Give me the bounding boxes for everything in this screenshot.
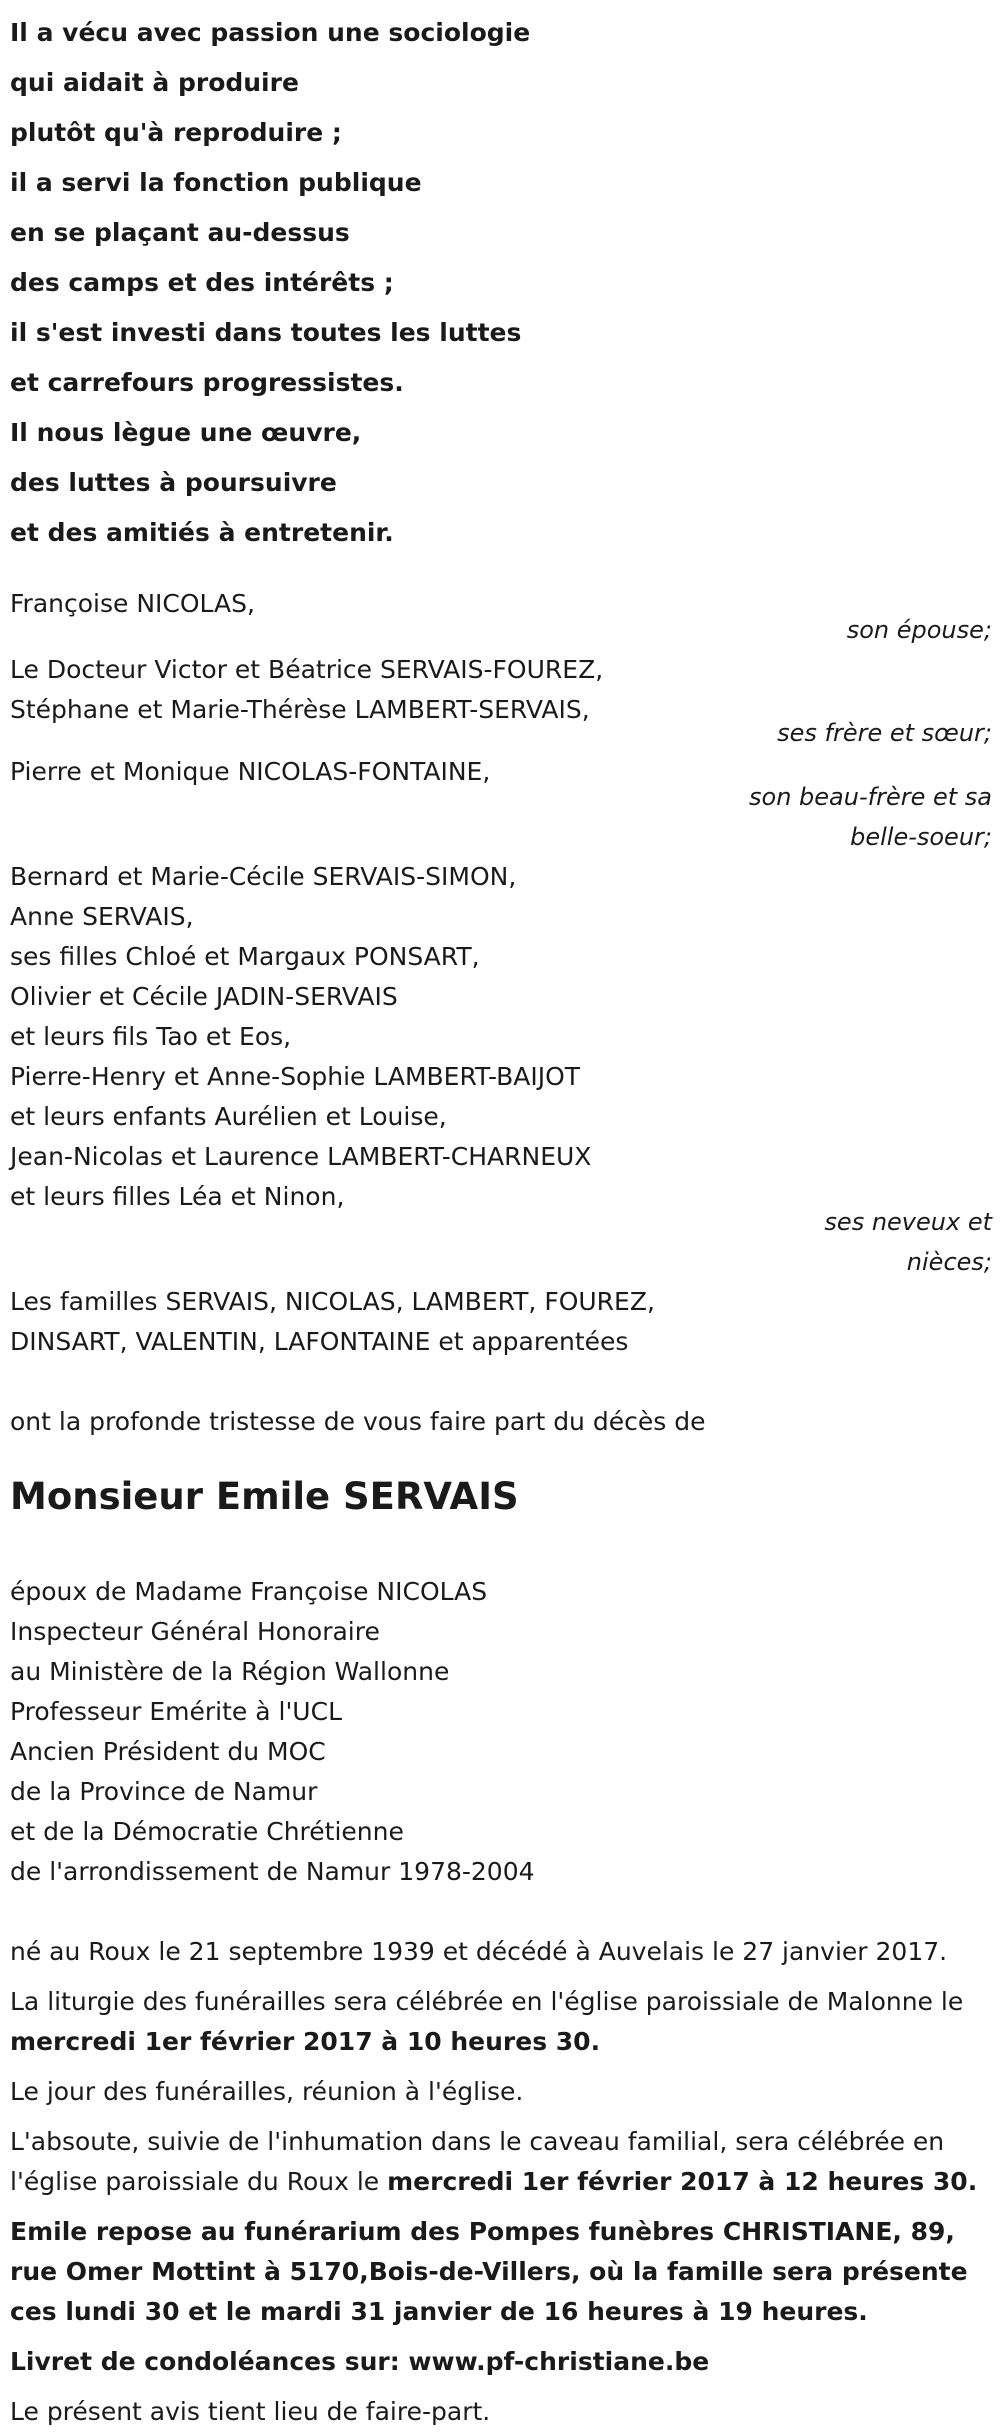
birth-death: né au Roux le 21 septembre 1939 et décédé à Auvelais le 27 janvier 2017.: [10, 1937, 948, 1966]
inlaws-name: Pierre et Monique NICOLAS-FONTAINE,: [10, 757, 491, 786]
nephew-line: Pierre-Henry et Anne-Sophie LAMBERT-BAIJOT: [10, 1062, 581, 1091]
title-line: Ancien Président du MOC: [10, 1737, 326, 1766]
liturgy-paragraph: [10, 1982, 995, 2062]
nephew-line: et leurs fils Tao et Eos,: [10, 1022, 292, 1051]
families-line: DINSART, VALENTIN, LAFONTAINE et apparentées: [10, 1327, 629, 1356]
families-line: Les familles SERVAIS, NICOLAS, LAMBERT, FOUREZ,: [10, 1287, 655, 1316]
meeting-note: Le jour des funérailles, réunion à l'église.: [10, 2077, 524, 2106]
title-line: époux de Madame Françoise NICOLAS: [10, 1577, 488, 1606]
poem-line: plutôt qu'à reproduire ;: [10, 118, 342, 147]
poem-line: il s'est investi dans toutes les luttes: [10, 318, 522, 347]
poem-line: il a servi la fonction publique: [10, 168, 422, 197]
inlaws-relation: belle-soeur;: [850, 823, 992, 851]
nephew-line: Jean-Nicolas et Laurence LAMBERT-CHARNEUX: [10, 1142, 592, 1171]
poem-line: Il nous lègue une œuvre,: [10, 418, 362, 447]
sibling-line: Le Docteur Victor et Béatrice SERVAIS-FOUREZ,: [10, 655, 604, 684]
poem: [10, 8, 710, 558]
condolences-link[interactable]: Livret de condoléances sur: www.pf-christiane.be: [10, 2347, 710, 2376]
sibling-line: Stéphane et Marie-Thérèse LAMBERT-SERVAIS,: [10, 695, 590, 724]
nephew-line: et leurs enfants Aurélien et Louise,: [10, 1102, 447, 1131]
notice-line: Le présent avis tient lieu de faire-part.: [10, 2397, 491, 2426]
absoute-text: L'absoute, suivie de l'inhumation dans le caveau familial, sera célébrée en l'église paroissiale du Roux le: [10, 2127, 945, 2196]
title-line: Inspecteur Général Honoraire: [10, 1617, 380, 1646]
inlaws-relation: son beau-frère et sa: [749, 783, 992, 811]
poem-line: et des amitiés à entretenir.: [10, 518, 394, 547]
nephew-line: Anne SERVAIS,: [10, 902, 194, 931]
poem-line: et carrefours progressistes.: [10, 368, 404, 397]
announcement: ont la profonde tristesse de vous faire part du décès de: [10, 1407, 706, 1436]
spouse-name: Françoise NICOLAS,: [10, 589, 255, 618]
spouse-relation: son épouse;: [846, 616, 992, 644]
title-line: au Ministère de la Région Wallonne: [10, 1657, 450, 1686]
poem-line: qui aidait à produire: [10, 68, 299, 97]
absoute-date: mercredi 1er février 2017 à 12 heures 30.: [387, 2167, 978, 2196]
funeral-home: Emile repose au funérarium des Pompes funèbres CHRISTIANE, 89, rue Omer Mottint à 5170,Bois-de-Villers, où la famille sera présente ces lundi 30 et le mardi 31 janvier de 16 heures à 19 heures.: [10, 2217, 968, 2326]
poem-line: Il a vécu avec passion une sociologie: [10, 18, 531, 47]
poem-line: en se plaçant au-dessus: [10, 218, 350, 247]
title-line: Professeur Emérite à l'UCL: [10, 1697, 342, 1726]
siblings-relation: ses frère et sœur;: [777, 719, 992, 747]
nephew-line: et leurs filles Léa et Ninon,: [10, 1182, 345, 1211]
nephew-line: ses filles Chloé et Margaux PONSART,: [10, 942, 480, 971]
nephew-line: Olivier et Cécile JADIN-SERVAIS: [10, 982, 398, 1011]
poem-line: des luttes à poursuivre: [10, 468, 337, 497]
deceased-name: Monsieur Emile SERVAIS: [10, 1475, 519, 1518]
nephew-line: Bernard et Marie-Cécile SERVAIS-SIMON,: [10, 862, 517, 891]
title-line: et de la Démocratie Chrétienne: [10, 1817, 404, 1846]
absoute-paragraph: [10, 2122, 995, 2202]
liturgy-date: mercredi 1er février 2017 à 10 heures 30.: [10, 2027, 601, 2056]
nephews-relation: nièces;: [906, 1248, 992, 1276]
title-line: de l'arrondissement de Namur 1978-2004: [10, 1857, 535, 1886]
nephews-relation: ses neveux et: [824, 1208, 992, 1236]
liturgy-text: La liturgie des funérailles sera célébrée en l'église paroissiale de Malonne le: [10, 1987, 964, 2016]
poem-line: des camps et des intérêts ;: [10, 268, 394, 297]
title-line: de la Province de Namur: [10, 1777, 318, 1806]
